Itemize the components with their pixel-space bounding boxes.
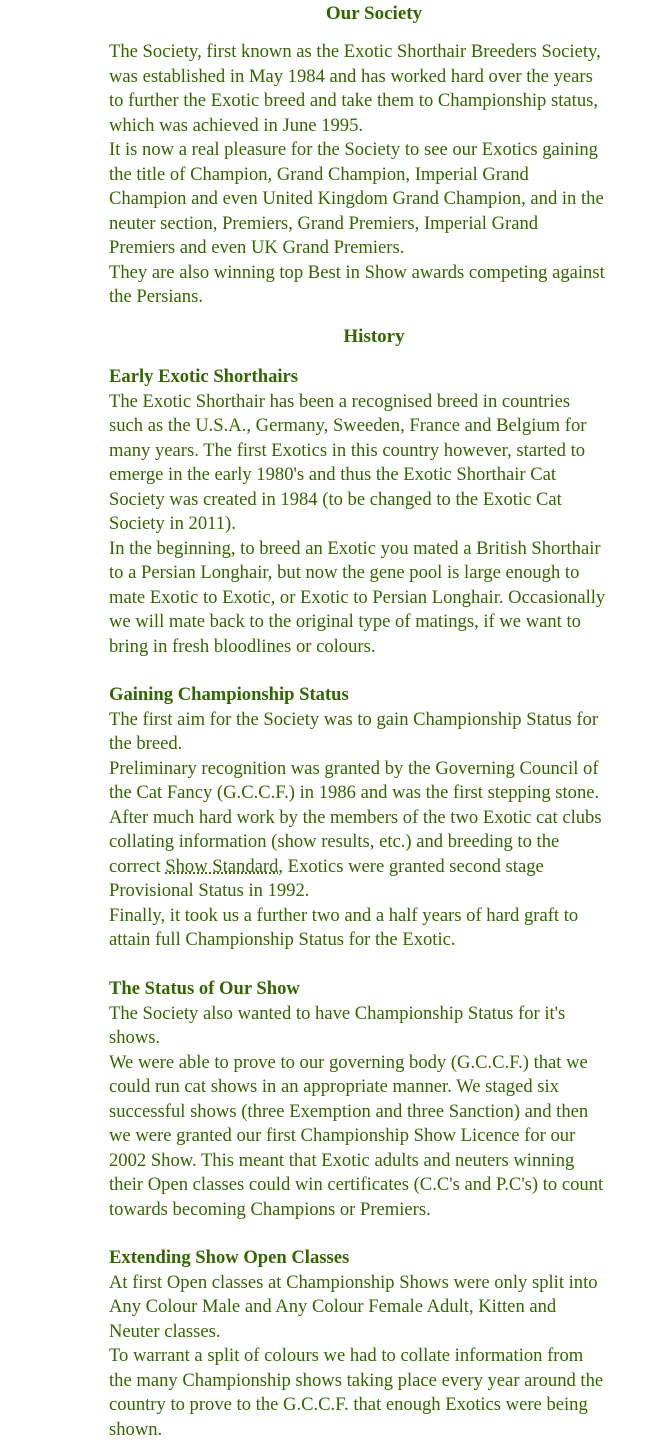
link-suffix: , Exotics were granted second stage [278,855,544,877]
text-line: mate Exotic to Exotic, or Exotic to Persian Longhair. Occasionally [109,586,606,608]
text-line: country to prove to the G.C.C.F. that enough Exotics were being [109,1394,588,1415]
text-line: In the beginning, to breed an Exotic you mated a British Shorthair [109,537,601,559]
text-line: the breed. [109,733,183,754]
text-line: could run cat shows in an appropriate manner. We staged six [109,1076,559,1097]
show-standard-link[interactable]: Show Standard [165,855,279,877]
text-line: towards becoming Champions or Premiers. [109,1198,431,1220]
text-line: The Society, first known as the Exotic Shorthair Breeders Society, [109,41,601,62]
text-line: Champion and even United Kingdom Grand Champion, and in the [109,188,604,209]
text-line: the many Championship shows taking place every year around the [109,1369,604,1391]
text-line: Preliminary recognition was granted by the Governing Council of [109,757,599,779]
section-heading: Early Exotic Shorthairs [109,366,299,387]
text-line: They are also winning top Best in Show awards competing against [109,261,605,283]
text-line: After much hard work by the members of the two Exotic cat clubs [109,806,602,828]
text-line: successful shows (three Exemption and three Sanction) and then [109,1100,589,1122]
society-text [109,40,644,310]
section-heading: The Status of Our Show [109,978,300,999]
text-line: emerge in the early 1980's and thus the Exotic Shorthair Cat [109,464,557,485]
text-line-with-link [109,855,644,880]
text-line: The first aim for the Society was to gain Championship Status for [109,708,599,730]
link-prefix: correct [109,855,166,877]
text-line: neuter section, Premiers, Grand Premiers, Imperial Grand [109,212,539,234]
text-line: Society in 2011). [109,513,236,534]
text-line: the title of Champion, Grand Champion, Imperial Grand [109,163,529,185]
text-line: We were able to prove to our governing body (G.C.C.F.) that we [109,1051,588,1073]
text-line: which was achieved in June 1995. [109,114,364,136]
section-extending-show-open-classes [109,1246,644,1442]
text-line: It is now a real pleasure for the Society to see our Exotics gaining [109,139,598,160]
society-paragraph [109,40,644,310]
section-text [109,1271,644,1442]
text-line: we will mate back to the original type of matings, if we want to [109,611,581,632]
history-heading: History [343,326,405,347]
text-line: The Exotic Shorthair has been a recognised breed in countries [109,390,571,412]
section-text [109,708,644,953]
text-line: we were granted our first Championship Show Licence for our [109,1125,576,1146]
text-line: to a Persian Longhair, but now the gene pool is large enough to [109,562,580,583]
text-line: the Cat Fancy (G.C.C.F.) in 1986 and was the first stepping stone. [109,782,600,803]
text-line: shown. [109,1418,163,1440]
section-heading: Extending Show Open Classes [109,1247,350,1268]
section-gaining-championship-status [109,683,644,953]
text-line: was established in May 1984 and has worked hard over the years [109,65,593,87]
our-society-heading: Our Society [325,3,423,24]
text-line: To warrant a split of colours we had to collate information from [109,1345,584,1366]
text-line: their Open classes could win certificates (C.C's and P.C's) to count [109,1174,604,1195]
text-line: Any Colour Male and Any Colour Female Adult, Kitten and [109,1296,557,1317]
text-line: Provisional Status in 1992. [109,880,310,901]
text-line: Finally, it took us a further two and a half years of hard graft to [109,904,579,926]
text-line: Premiers and even UK Grand Premiers. [109,237,405,258]
section-text [109,390,644,660]
section-early-exotic-shorthairs [109,365,644,659]
text-line: At first Open classes at Championship Shows were only split into [109,1271,598,1293]
text-line: collating information (show results, etc.) and breeding to the [109,831,560,852]
text-line: many years. The first Exotics in this country however, started to [109,439,586,461]
text-line: shows. [109,1027,161,1048]
text-line: attain full Championship Status for the Exotic. [109,929,456,950]
text-line: the Persians. [109,286,203,307]
text-line: Neuter classes. [109,1320,221,1342]
section-text [109,1002,644,1223]
section-status-of-our-show [109,977,644,1222]
text-line: such as the U.S.A., Germany, Sweeden, France and Belgium for [109,415,587,436]
text-line: to further the Exotic breed and take them to Championship status, [109,90,599,111]
text-line: Society was created in 1984 (to be changed to the Exotic Cat [109,488,562,510]
section-heading: Gaining Championship Status [109,684,349,705]
text-line: bring in fresh bloodlines or colours. [109,635,376,657]
text-line: The Society also wanted to have Championship Status for it's [109,1002,566,1024]
text-line: 2002 Show. This meant that Exotic adults and neuters winning [109,1149,575,1171]
